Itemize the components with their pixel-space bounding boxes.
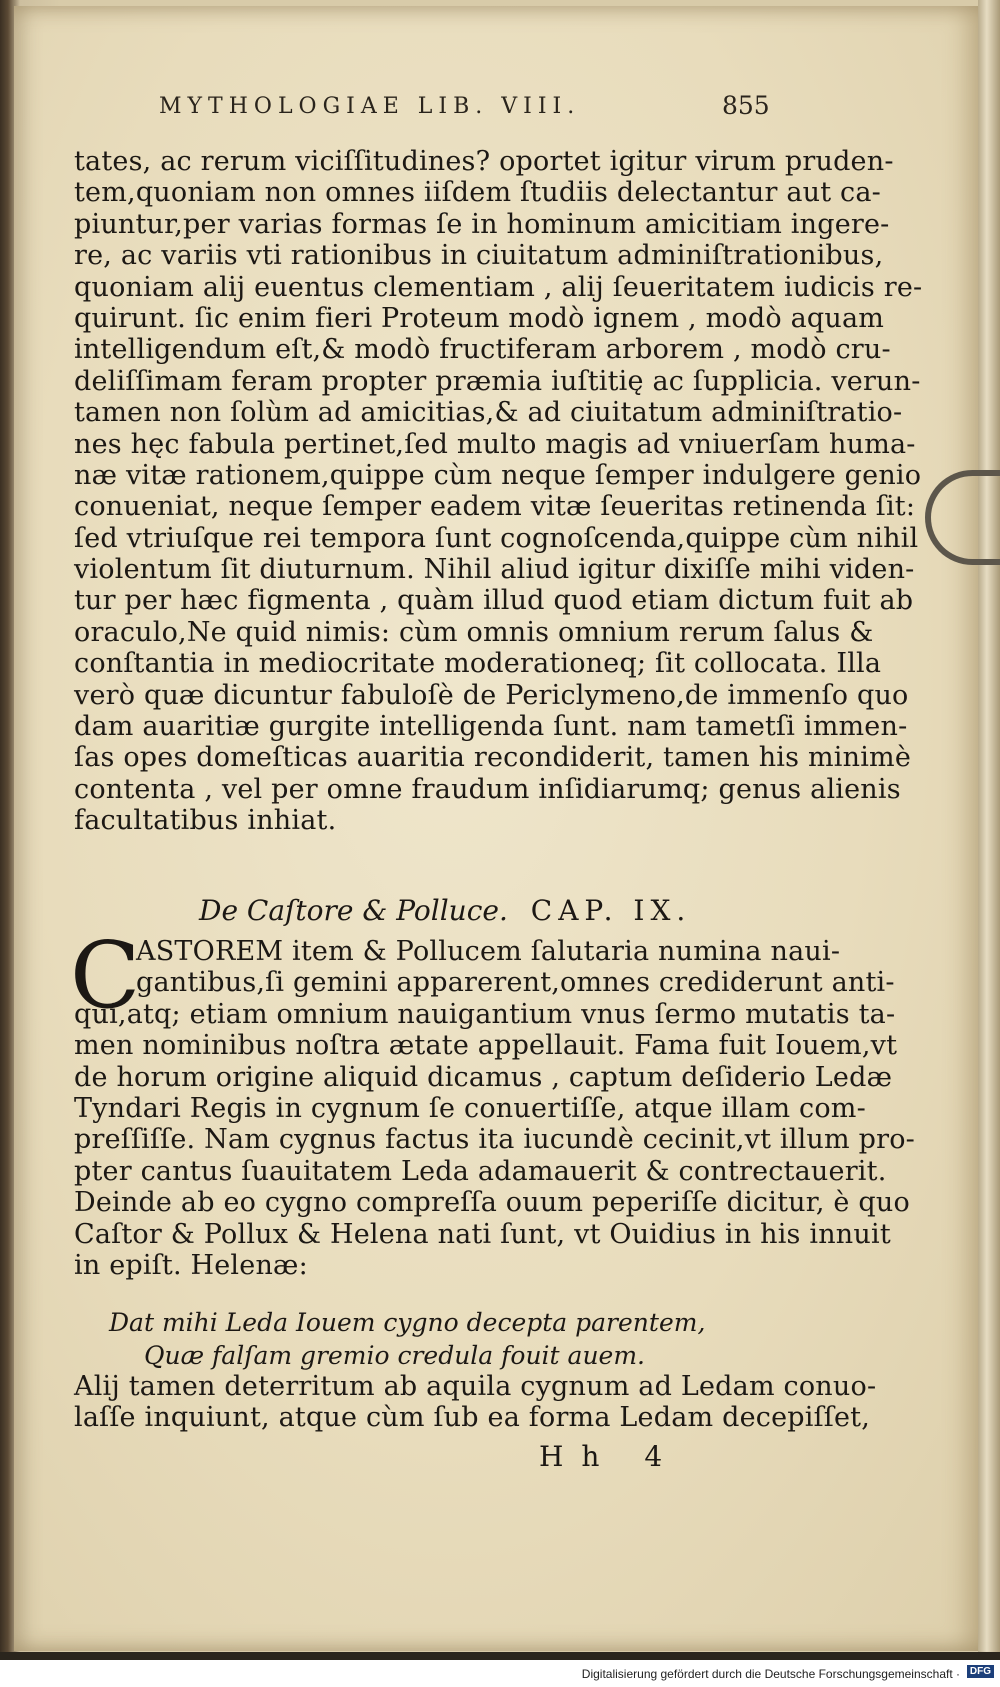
text-line: tates, ac rerum viciſſitudines? oportet igitur virum pruden- [74, 146, 894, 177]
body-text-block-2 [74, 936, 915, 1281]
text-line: re, ac variis vti rationibus in ciuitatum adminiſtrationibus, [74, 240, 884, 272]
text-line: preſſiſſe. Nam cygnus factus ita iucundè cecinit,vt illum pro- [74, 1124, 915, 1156]
text-line: Deinde ab eo cygno compreſſa ouum peperiſſe dicitur, è quo [74, 1187, 910, 1219]
text-line: qui,atq; etiam omnium nauigantium vnus ſermo mutatis ta- [74, 998, 896, 1030]
verse-quotation [109, 1306, 705, 1372]
text-line: contenta , vel per omne fraudum inſidiarumq; genus alienis [74, 773, 901, 805]
text-line: men nominibus noſtra ætate appellauit. Fama fuit Iouem,vt [74, 1030, 898, 1062]
book-page [14, 6, 982, 1651]
text-line: ſas opes domeſticas auaritia recondiderit, tamen his minimè [74, 742, 912, 774]
text-line: conſtantia in mediocritate moderationeq; ſit collocata. Illa [74, 648, 882, 680]
text-line: dam auaritiæ gurgite intelligenda ſunt. nam tametſi immen- [74, 711, 908, 743]
chapter-heading [199, 894, 691, 927]
dfg-logo-icon: DFG [967, 1665, 994, 1678]
text-line: de horum origine aliquid dicamus , captum deſiderio Ledæ [74, 1061, 893, 1093]
text-line: quoniam alij euentus clementiam , alij ſeueritatem iudicis re- [74, 271, 923, 303]
text-line: Alij tamen deterritum ab aquila cygnum ad Ledam conuo- [74, 1371, 877, 1402]
text-line: conueniat, neque ſemper eadem vitæ ſeueritas retinenda ſit: [74, 491, 916, 523]
text-line: Tyndari Regis in cygnum ſe conuertiſſe, atque illam com- [74, 1092, 866, 1124]
page-number: 855 [722, 91, 770, 120]
text-line: næ vitæ rationem,quippe cùm neque ſemper indulgere genio [74, 459, 922, 491]
chapter-label: CAP. IX. [530, 894, 692, 927]
text-line: tur per hæc figmenta , quàm illud quod etiam dictum fuit ab [74, 585, 914, 617]
text-line: facultatibus inhiat. [74, 805, 337, 837]
text-line: tamen non ſolùm ad amicitias,& ad ciuitatum adminiſtratio- [74, 397, 903, 429]
funding-credit: Digitalisierung gefördert durch die Deutsche Forschungsgemeinschaft · [581, 1667, 960, 1681]
running-head: MYTHOLOGIAE LIB. VIII. [159, 94, 581, 119]
verse-line: Quæ falſam gremio credula fouit auem. [144, 1341, 646, 1370]
text-line: laſſe inquiunt, atque cùm ſub ea forma Ledam decepiſſet, [74, 1402, 870, 1434]
text-line: gantibus,ſi gemini apparerent,omnes crediderunt anti- [136, 967, 895, 999]
signature-mark: Hh 4 [539, 1440, 681, 1473]
body-text-block-1 [74, 146, 923, 837]
verse-line: Dat mihi Leda Iouem cygno decepta parentem, [109, 1308, 706, 1337]
text-line: piuntur,per varias formas ſe in hominum amicitiam ingere- [74, 208, 890, 240]
page-edge [978, 0, 1000, 1660]
text-line: nes hęc fabula pertinet,ſed multo magis ad vniuerſam huma- [74, 428, 916, 460]
scan-bottom-edge [0, 1652, 1000, 1660]
text-line: ASTOREM item & Pollucem ſalutaria numina naui- [136, 936, 841, 967]
text-line: verò quæ dicuntur fabuloſè de Periclymeno,de immenſo quo [74, 679, 909, 711]
text-line: tem,quoniam non omnes iiſdem ſtudiis delectantur aut ca- [74, 177, 881, 209]
text-line: deliſſimam feram propter præmia iuſtitię ac ſupplicia. verun- [74, 365, 921, 397]
text-line: intelligendum eſt,& modò fructiferam arborem , modò cru- [74, 334, 891, 366]
text-line: quirunt. ſic enim fieri Proteum modò ignem , modò aquam [74, 302, 885, 334]
chapter-title: De Caſtore & Polluce. [199, 894, 508, 927]
text-line: pter cantus ſuauitatem Leda adamauerit & contrectauerit. [74, 1155, 887, 1187]
text-line: Caſtor & Pollux & Helena nati ſunt, vt Ouidius in his innuit [74, 1218, 891, 1250]
body-text-block-3 [74, 1371, 877, 1434]
text-line: in epiſt. Helenæ: [74, 1249, 308, 1281]
text-line: violentum ſit diuturnum. Nihil aliud igitur dixiſſe mihi viden- [74, 554, 915, 586]
text-line: oraculo,Ne quid nimis: cùm omnis omnium rerum ſalus & [74, 616, 874, 648]
text-line: ſed vtriuſque rei tempora ſunt cognoſcenda,quippe cùm nihil [74, 522, 919, 554]
drop-cap-initial: C [70, 922, 141, 1029]
